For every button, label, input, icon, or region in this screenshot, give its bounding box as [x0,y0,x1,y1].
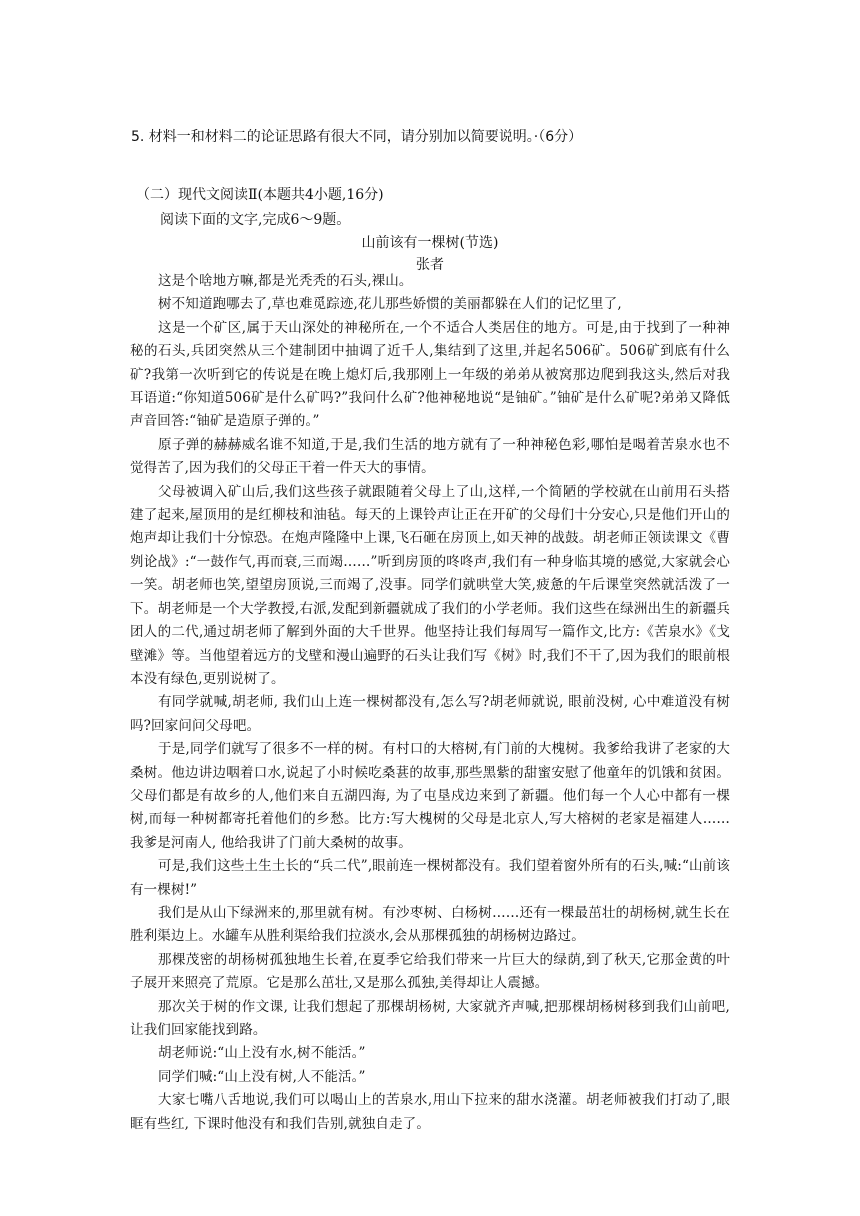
paragraph: 那棵茂密的胡杨树孤独地生长着,在夏季它给我们带来一片巨大的绿荫,到了秋天,它那金黄的叶子展开来照亮了荒原。它是那么茁壮,又是那么孤独,美得却让人震撼。 [130,951,730,992]
paragraph: 可是,我们这些土生土长的“兵二代”,眼前连一棵树都没有。我们望着窗外所有的石头,喊:“山前该有一棵树!” [130,858,730,898]
article-author: 张者 [416,257,444,273]
section-header: （二）现代文阅读Ⅱ(本题共4小题,16分) [136,187,384,203]
article-body [130,270,730,1136]
paragraph: 胡老师说:“山上没有水,树不能活。” [158,1045,366,1062]
paragraph: 树不知道跑哪去了,草也难觅踪迹,花儿那些娇惯的美丽都躲在人们的记忆里了, [158,296,622,313]
paragraph: 大家七嘴八舌地说,我们可以喝山上的苦泉水,用山下拉来的甜水浇灌。胡老师被我们打动了,眼眶有些红, 下课时他没有和我们告别,就独自走了。 [130,1092,730,1132]
paragraph: 这是个啥地方嘛,都是光秃秃的石头,裸山。 [158,273,413,289]
paragraph: 那次关于树的作文课, 让我们想起了那棵胡杨树, 大家就齐声喊,把那棵胡杨树移到我们山前吧,让我们回家能找到路。 [130,998,730,1038]
paragraph: 同学们喊:“山上没有树,人不能活。” [158,1068,366,1085]
paragraph: 我们是从山下绿洲来的,那里就有树。有沙枣树、白杨树……还有一棵最茁壮的胡杨树,就生长在胜利渠边上。水罐车从胜利渠给我们拉淡水,会从那棵孤独的胡杨树边路过。 [130,904,730,945]
paragraph: 于是,同学们就写了很多不一样的树。有村口的大榕树,有门前的大槐树。我爹给我讲了老家的大桑树。他边讲边咽着口水,说起了小时候吃桑葚的故事,那些黑紫的甜蜜安慰了他童年的饥饿和贫困。父母们都是有故乡的人,他们来自五湖四海, 为了屯垦戍边来到了新疆。他们每一个人心中都有一棵树,而每一种树都寄托着他们的乡愁。比方:写大槐树的父母是北京人,写大榕树的老家是福建人……我爹是河南人, 他给我讲了门前大桑树的故事。 [130,741,730,851]
question-5: 5. 材料一和材料二的论证思路有很大不同，请分别加以简要说明。·（6分） [131,129,583,145]
paragraph: 有同学就喊,胡老师, 我们山上连一棵树都没有,怎么写?胡老师就说, 眼前没树, 心中难道没有树吗?回家问问父母吧。 [130,694,730,734]
paragraph: 这是一个矿区,属于天山深处的神秘所在,一个不适合人类居住的地方。可是,由于找到了一种神秘的石头,兵团突然从三个建制团中抽调了近千人,集结到了这里,并起名506矿。506矿到底有什么矿?我第一次听到它的传说是在晚上熄灯后,我那刚上一年级的弟弟从被窝那边爬到我这头,然后对我耳语道:“你知道506矿是什么矿吗?”我问什么矿?他神秘地说“是铀矿。”铀矿是什么矿呢?弟弟又降低声音回答:“铀矿是造原子弹的。” [130,319,730,430]
article-title: 山前该有一棵树(节选) [361,235,499,251]
paragraph: 父母被调入矿山后,我们这些孩子就跟随着父母上了山,这样,一个简陋的学校就在山前用石头搭建了起来,屋顶用的是红柳枝和油毡。每天的上课铃声让正在开矿的父母们十分安心,只是他们开山的炮声却让我们十分惊恐。在炮声隆隆中上课,飞石砸在房顶上,如天神的战鼓。胡老师正领读课文《曹刿论战》:“一鼓作气,再而衰,三而竭……”听到房顶的咚咚声,我们有一种身临其境的感觉,大家就会心一笑。胡老师也笑,望望房顶说,三而竭了,没事。同学们就哄堂大笑,疲惫的午后课堂突然就活泼了一下。胡老师是一个大学教授,右派,发配到新疆就成了我们的小学老师。我们这些在绿洲出生的新疆兵团人的二代,通过胡老师了解到外面的大千世界。他坚持让我们每周写一篇作文,比方:《苦泉水》《戈壁滩》等。当他望着远方的戈壁和漫山遍野的石头让我们写《树》时,我们不干了,因为我们的眼前根本没有绿色,更别说树了。 [130,483,730,687]
reading-instruction: 阅读下面的文字,完成6～9题。 [160,212,351,228]
paragraph: 原子弹的赫赫威名谁不知道,于是,我们生活的地方就有了一种神秘色彩,哪怕是喝着苦泉水也不觉得苦了,因为我们的父母正干着一件天大的事情。 [130,436,730,477]
